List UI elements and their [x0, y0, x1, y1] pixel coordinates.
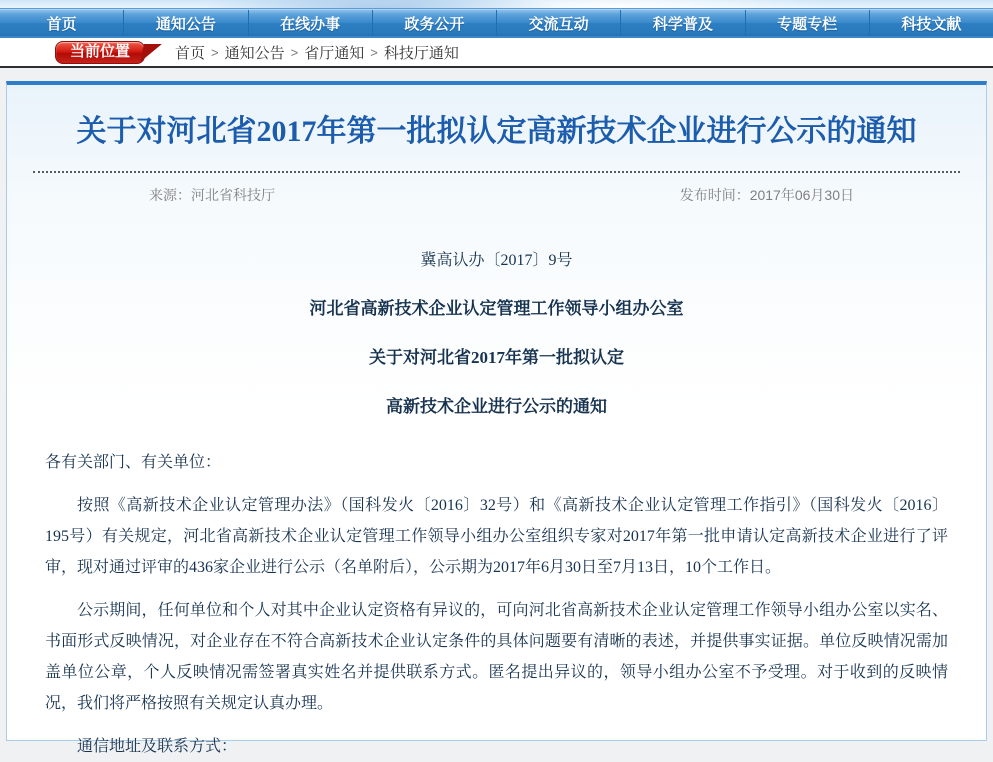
article-source: 来源：河北省科技厅: [149, 187, 275, 203]
badge-swoosh-decoration: [140, 44, 162, 62]
spacer: [0, 68, 993, 81]
main-nav: [0, 9, 993, 38]
document-paragraph-2: 公示期间，任何单位和个人对其中企业认定资格有异议的，可向河北省高新技术企业认定管理工作领导小组办公室以实名、书面形式反映情况，对企业存在不符合高新技术企业认定条件的具体问题要有清晰的表述，并提供事实证据。单位反映情况需加盖单位公章，个人反映情况需签署真实姓名并提供联系方式。匿名提出异议的，领导小组办公室不予受理。对于收到的反映情况，我们将严格按照有关规定认真办理。: [45, 602, 948, 712]
breadcrumb-separator: >: [290, 44, 299, 60]
breadcrumb-item-home[interactable]: 首页: [175, 44, 206, 62]
breadcrumb-item-notices[interactable]: 通知公告: [224, 44, 285, 62]
nav-item-sci-tech-literature[interactable]: 科技文献: [901, 15, 962, 33]
nav-item-notices[interactable]: 通知公告: [124, 10, 248, 36]
nav-item-gov-affairs[interactable]: 政务公开: [373, 10, 497, 36]
current-location-badge: [55, 41, 145, 64]
breadcrumb-item-dept-notices[interactable]: 科技厅通知: [383, 44, 459, 62]
breadcrumb-item-provincial-notices[interactable]: 省厅通知: [304, 44, 365, 62]
nav-item-home[interactable]: 首页: [0, 10, 124, 36]
nav-item-interaction[interactable]: 交流互动: [497, 10, 621, 36]
breadcrumb: [175, 42, 459, 63]
nav-item-science-popularization[interactable]: 科学普及: [621, 10, 745, 36]
document-body: [7, 247, 986, 762]
breadcrumb-bar: [0, 38, 993, 68]
document-paragraph-1: 按照《高新技术企业认定管理办法》（国科发火〔2016〕32号）和《高新技术企业认定管理工作指引》（国科发火〔2016〕195号）有关规定，河北省高新技术企业认定管理工作领导小组办公室组织专家对2017年第一批申请认定高新技术企业进行了评审，现对通过评审的436家企业进行公示（名单附后），公示期为2017年6月30日至7月13日，10个工作日。: [45, 497, 948, 576]
nav-item-special-columns[interactable]: 专题专栏: [746, 10, 870, 36]
breadcrumb-separator: >: [370, 44, 378, 60]
site-banner-strip: [0, 0, 993, 9]
document-number: 冀高认办〔2017〕9号: [420, 252, 573, 269]
article-panel: [6, 81, 987, 755]
document-heading-office: 河北省高新技术企业认定管理工作领导小组办公室: [309, 299, 684, 318]
document-salutation: 各有关部门、有关单位：: [45, 454, 222, 471]
article-meta: [7, 185, 986, 205]
current-location-label: 当前位置: [70, 42, 131, 60]
dotted-divider: [33, 171, 960, 173]
contact-info-heading: 通信地址及联系方式：: [77, 738, 238, 755]
article-title: 关于对河北省2017年第一批拟认定高新技术企业进行公示的通知: [76, 115, 917, 148]
article-publish-time: 发布时间：2017年06月30日: [679, 187, 854, 203]
nav-item-online-services[interactable]: 在线办事: [249, 10, 373, 36]
document-heading-title-line1: 关于对河北省2017年第一批拟认定: [369, 348, 624, 367]
breadcrumb-separator: >: [211, 44, 219, 60]
document-heading-title-line2: 高新技术企业进行公示的通知: [386, 397, 607, 416]
